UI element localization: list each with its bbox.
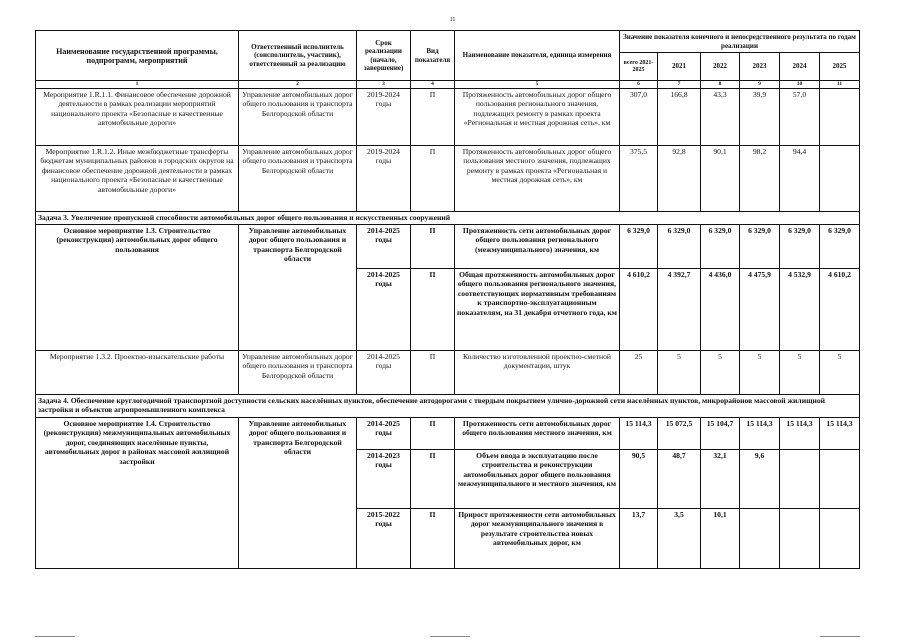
executor: Управление автомобильных дорог общего пользования и транспорта Белгородской области bbox=[239, 89, 357, 146]
program-indicators-table bbox=[35, 30, 860, 569]
indicator-name: Прирост протяженности сети автомобильных дорог межмуниципального значения в результате строительства новых автомобильных дорог, км bbox=[455, 509, 620, 569]
executor: Управление автомобильных дорог общего пользования и транспорта Белгородской области bbox=[239, 146, 357, 212]
indicator-name: Протяженность автомобильных дорог общего пользования местного значения, подлежащих ремонту в рамках проекта «Региональная и местная дорожная сеть», км bbox=[455, 146, 620, 212]
activity-name: Мероприятие 1.R.1.1. Финансовое обеспечение дорожной деятельности в рамках реализации мероприятий национального проекта «Безопасные и качественные автомобильные дороги» bbox=[36, 89, 239, 146]
value-2025: 6 329,0 bbox=[820, 225, 860, 269]
period: 2019-2024 годы bbox=[357, 146, 411, 212]
value-2022: 32,1 bbox=[701, 450, 740, 509]
value-2023: 98,2 bbox=[740, 146, 780, 212]
value-2025: 15 114,3 bbox=[820, 418, 860, 450]
value-2024: 5 bbox=[780, 351, 820, 395]
value-2025 bbox=[820, 89, 860, 146]
value-2025 bbox=[820, 450, 860, 509]
indicator-name: Протяженность сети автомобильных дорог общего пользования регионального (межмуниципального) значения, км bbox=[455, 225, 620, 269]
indicator-type: П bbox=[411, 146, 455, 212]
value-total: 25 bbox=[620, 351, 658, 395]
value-2023 bbox=[740, 509, 780, 569]
value-2023: 5 bbox=[740, 351, 780, 395]
header-total: всего 2021-2025 bbox=[620, 53, 658, 81]
value-2024: 15 114,3 bbox=[780, 418, 820, 450]
header-indicator-type: Вид показателя bbox=[411, 31, 455, 81]
header-name: Наименование государственной программы, подпрограмм, мероприятий bbox=[36, 31, 239, 81]
value-2023: 9,6 bbox=[740, 450, 780, 509]
col-number: 5 bbox=[455, 81, 620, 89]
indicator-name: Протяженность сети автомобильных дорог общего пользования местного значения, км bbox=[455, 418, 620, 450]
header-year: 2025 bbox=[820, 53, 860, 81]
indicator-type: П bbox=[411, 351, 455, 395]
indicator-type: П bbox=[411, 509, 455, 569]
value-2024 bbox=[780, 509, 820, 569]
col-number: 6 bbox=[620, 81, 658, 89]
table-row bbox=[36, 225, 860, 269]
value-2024: 6 329,0 bbox=[780, 225, 820, 269]
executor: Управление автомобильных дорог общего пользования и транспорта Белгородской области bbox=[239, 351, 357, 395]
value-2021: 4 392,7 bbox=[658, 269, 701, 351]
scan-edge-mark bbox=[35, 636, 75, 637]
value-2025: 4 610,2 bbox=[820, 269, 860, 351]
value-2022: 5 bbox=[701, 351, 740, 395]
col-number: 4 bbox=[411, 81, 455, 89]
value-2021: 3,5 bbox=[658, 509, 701, 569]
task-heading: Задача 3. Увеличение пропускной способности автомобильных дорог общего пользования и искусственных сооружений bbox=[36, 212, 860, 225]
value-2021: 5 bbox=[658, 351, 701, 395]
col-number: 1 bbox=[36, 81, 239, 89]
value-2024: 94,4 bbox=[780, 146, 820, 212]
header-year: 2021 bbox=[658, 53, 701, 81]
table-row bbox=[36, 418, 860, 450]
activity-name: Основное мероприятие 1.4. Строительство (реконструкция) межмуниципальных автомобильных дорог, соединяющих населённые пункты, автомобильных дорог в районах массовой жилищной застройки bbox=[36, 418, 239, 569]
period: 2014-2025 годы bbox=[357, 225, 411, 269]
value-2023: 39,9 bbox=[740, 89, 780, 146]
value-2021: 6 329,0 bbox=[658, 225, 701, 269]
col-number: 8 bbox=[701, 81, 740, 89]
value-total: 15 114,3 bbox=[620, 418, 658, 450]
period: 2014-2025 годы bbox=[357, 269, 411, 351]
value-total: 90,5 bbox=[620, 450, 658, 509]
header-period: Срок реализации (начало, завершение) bbox=[357, 31, 411, 81]
period: 2014-2023 годы bbox=[357, 450, 411, 509]
value-2022: 43,3 bbox=[701, 89, 740, 146]
value-2023: 6 329,0 bbox=[740, 225, 780, 269]
activity-name: Основное мероприятие 1.3. Строительство (реконструкция) автомобильных дорог общего пользования bbox=[36, 225, 239, 351]
header-indicator-name: Наименование показателя, единица измерения bbox=[455, 31, 620, 81]
header-executor: Ответственный исполнитель (соисполнитель, участник), ответственный за реализацию bbox=[239, 31, 357, 81]
value-2024: 4 532,9 bbox=[780, 269, 820, 351]
value-2021: 92,8 bbox=[658, 146, 701, 212]
value-2024 bbox=[780, 450, 820, 509]
header-year: 2024 bbox=[780, 53, 820, 81]
scan-edge-mark bbox=[820, 636, 860, 637]
indicator-type: П bbox=[411, 450, 455, 509]
indicator-name: Протяженность автомобильных дорог общего пользования регионального значения, подлежащих ремонту в рамках проекта «Региональная и местная дорожная сеть», км bbox=[455, 89, 620, 146]
table-row bbox=[36, 146, 860, 212]
page-number: 11 bbox=[449, 17, 456, 23]
value-2022: 10,1 bbox=[701, 509, 740, 569]
header-year: 2022 bbox=[701, 53, 740, 81]
indicator-name: Общая протяженность автомобильных дорог общего пользования регионального значения, соответствующих нормативным требованиям к транспортно-эксплуатационным показателям, на 31 декабря отчетного года, км bbox=[455, 269, 620, 351]
col-number: 9 bbox=[740, 81, 780, 89]
value-total: 375,5 bbox=[620, 146, 658, 212]
value-total: 307,0 bbox=[620, 89, 658, 146]
period: 2014-2025 годы bbox=[357, 351, 411, 395]
value-2022: 15 104,7 bbox=[701, 418, 740, 450]
col-number: 7 bbox=[658, 81, 701, 89]
value-total: 6 329,0 bbox=[620, 225, 658, 269]
period: 2014-2025 годы bbox=[357, 418, 411, 450]
value-2021: 15 072,5 bbox=[658, 418, 701, 450]
value-2025 bbox=[820, 146, 860, 212]
indicator-type: П bbox=[411, 269, 455, 351]
value-2021: 166,8 bbox=[658, 89, 701, 146]
indicator-name: Количество изготовленной проектно-сметной документации, штук bbox=[455, 351, 620, 395]
value-2022: 90,1 bbox=[701, 146, 740, 212]
value-2021: 48,7 bbox=[658, 450, 701, 509]
indicator-type: П bbox=[411, 225, 455, 269]
executor: Управление автомобильных дорог общего пользования и транспорта Белгородской области bbox=[239, 418, 357, 569]
col-number: 2 bbox=[239, 81, 357, 89]
indicator-name: Объем ввода в эксплуатацию после строительства и реконструкции автомобильных дорог общего пользования межмуниципального и местного значения, км bbox=[455, 450, 620, 509]
period: 2015-2022 годы bbox=[357, 509, 411, 569]
scan-edge-mark bbox=[430, 636, 470, 637]
task-heading: Задача 4. Обеспечение круглогодичной транспортной доступности сельских населённых пунктов, обеспечение автодорогами с твердым покрытием улично-дорожной сети населённых пунктов, микрорайонов массовой жилищной застройки и объектов агропромышленного комплекса bbox=[36, 395, 860, 418]
table-row bbox=[36, 351, 860, 395]
value-2025: 5 bbox=[820, 351, 860, 395]
col-number: 11 bbox=[820, 81, 860, 89]
value-2022: 6 329,0 bbox=[701, 225, 740, 269]
executor: Управление автомобильных дорог общего пользования и транспорта Белгородской области bbox=[239, 225, 357, 351]
indicator-type: П bbox=[411, 89, 455, 146]
table-row bbox=[36, 89, 860, 146]
value-2024: 57,0 bbox=[780, 89, 820, 146]
indicator-type: П bbox=[411, 418, 455, 450]
activity-name: Мероприятие 1.R.1.2. Иные межбюджетные трансферты бюджетам муниципальных районов и городских округов на финансовое обеспечение дорожной деятельности в рамках национального проекта «Безопасные и качественные автомобильные дороги» bbox=[36, 146, 239, 212]
value-2023: 15 114,3 bbox=[740, 418, 780, 450]
activity-name: Мероприятие 1.3.2. Проектно-изыскательские работы bbox=[36, 351, 239, 395]
header-year: 2023 bbox=[740, 53, 780, 81]
value-2023: 4 475,9 bbox=[740, 269, 780, 351]
value-total: 13,7 bbox=[620, 509, 658, 569]
value-2025 bbox=[820, 509, 860, 569]
header-values-title: Значение показателя конечного и непосредственного результата по годам реализации bbox=[620, 31, 860, 53]
value-2022: 4 436,0 bbox=[701, 269, 740, 351]
col-number: 10 bbox=[780, 81, 820, 89]
value-total: 4 610,2 bbox=[620, 269, 658, 351]
col-number: 3 bbox=[357, 81, 411, 89]
period: 2019-2024 годы bbox=[357, 89, 411, 146]
